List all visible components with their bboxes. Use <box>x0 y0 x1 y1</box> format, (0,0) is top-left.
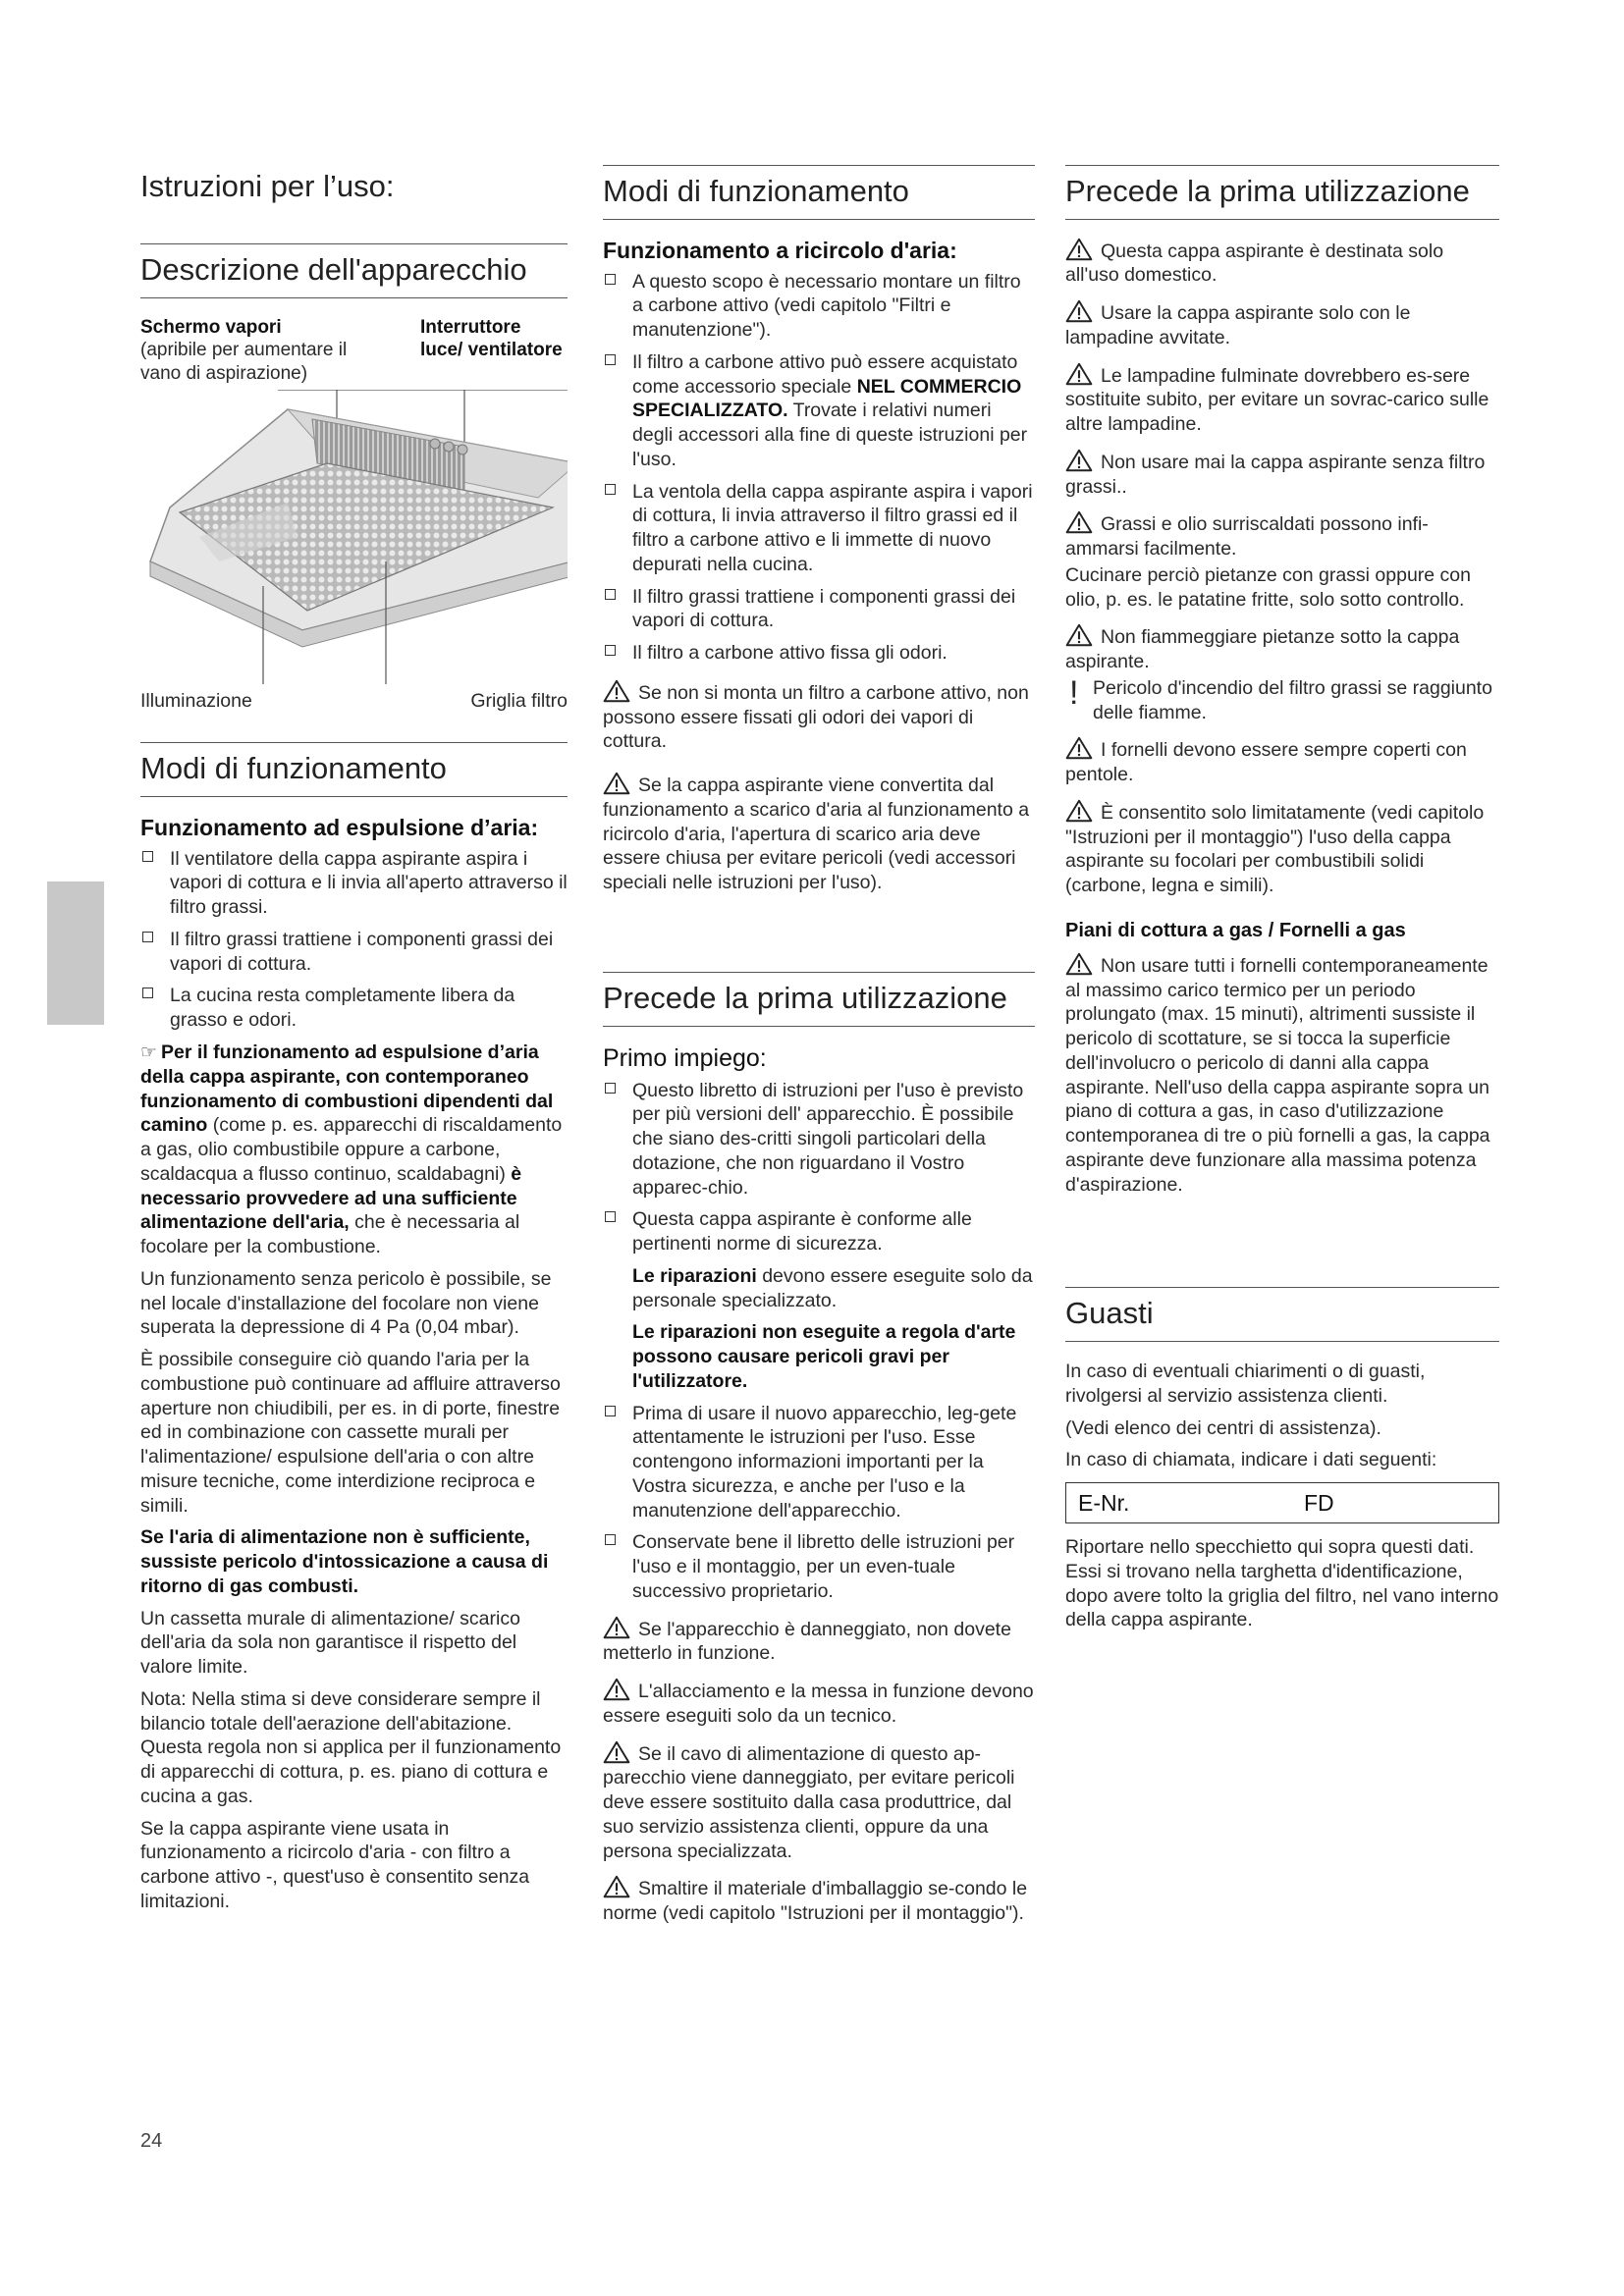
checkbox-bullet-icon <box>142 851 153 862</box>
warning-note: Non fiammeggiare pietanze sotto la cappa aspirante. <box>1065 623 1499 674</box>
list-item: Prima di usare il nuovo apparecchio, leg-gete attentamente le istruzioni per l'uso. Esse contengono informazioni importanti per la Vostra sicurezza, e anche per l'uso e la manutenzione dell'apparecchio. <box>603 1402 1035 1523</box>
checkbox-bullet-icon <box>605 1406 616 1416</box>
warning-note: L'allacciamento e la messa in funzione devono essere eseguiti solo da un tecnico. <box>603 1678 1035 1729</box>
range-hood-drawing <box>140 390 568 684</box>
checkbox-bullet-icon <box>605 1083 616 1094</box>
warning-icon <box>603 1875 630 1898</box>
warning-icon <box>603 1678 630 1701</box>
list-item: Il filtro grassi trattiene i componenti grassi dei vapori di cottura. <box>140 928 568 977</box>
list-item: Il filtro a carbone attivo può essere acquistato come accessorio speciale NEL COMMERCIO SPECIALIZZATO. Trovate i relativi numeri degli accessori alla fine di queste istruzioni per l'uso. <box>603 350 1035 472</box>
checkbox-bullet-icon <box>605 484 616 495</box>
subheading-recirculation: Funzionamento a ricircolo d'aria: <box>603 237 957 263</box>
checkbox-bullet-icon <box>605 1534 616 1545</box>
checkbox-bullet-icon <box>142 988 153 998</box>
label-light-switch: Interruttore luce/ ventilatore <box>420 316 563 361</box>
exclamation-icon: ! <box>1069 673 1079 712</box>
paragraph: Un funzionamento senza pericolo è possibile, se nel locale d'installazione del focolare non viene superata la depressione di 4 Pa (0,04 mbar). <box>140 1267 552 1339</box>
list-item: A questo scopo è necessario montare un filtro a carbone attivo (vedi capitolo "Filtri e manutenzione"). <box>603 270 1035 343</box>
fd-label: FD <box>1304 1489 1334 1516</box>
list-item: Conservate bene il libretto delle istruzioni per l'uso e il montaggio, per un even-tuale successivo proprietario. <box>603 1530 1035 1603</box>
pointer-note: ☞ Per il funzionamento ad espulsione d’aria della cappa aspirante, con contemporaneo funzionamento di combustioni dipendenti dal camino (come p. es. apparecchi di riscaldamento a gas, olio combustibile oppure a carbone, scaldacqua a flusso continuo, scaldabagni) è necessario provvedere ad una sufficiente alimentazione dell'aria, che è necessaria al focolare per la combustione. <box>140 1041 563 1258</box>
section-title-faults: Guasti <box>1065 1287 1499 1342</box>
column-left <box>140 165 568 1922</box>
checkbox-bullet-icon <box>605 645 616 656</box>
list-item: La cucina resta completamente libera da grasso e odori. <box>140 984 568 1033</box>
side-tab-marker <box>47 881 104 1025</box>
warning-icon <box>1065 449 1093 472</box>
warning-note: Grassi e olio surriscaldati possono infi-ammarsi facilmente. <box>1065 510 1499 561</box>
list-item: Il filtro grassi trattiene i componenti grassi dei vapori di cottura. <box>603 585 1035 634</box>
subheading-first-use: Primo impiego: <box>603 1043 767 1072</box>
warning-note: Se non si monta un filtro a carbone attivo, non possono essere fissati gli odori dei vapori di cottura. <box>603 679 1035 754</box>
paragraph: Cucinare perciò pietanze con grassi oppure con olio, p. es. le patatine fritte, solo sotto controllo. <box>1065 563 1471 611</box>
warning-icon <box>1065 362 1093 386</box>
section-title-before-first-use: Precede la prima utilizzazione <box>603 972 1035 1027</box>
paragraph: Riportare nello specchietto qui sopra questi dati. Essi si trovano nella targhetta d'identificazione, dopo avere tolto la griglia del filtro, nel vano interno della cappa aspirante. <box>1065 1536 1499 1631</box>
repair-note: Le riparazioni devono essere eseguite solo da personale specializzato. <box>632 1264 1033 1311</box>
label-lighting: Illuminazione <box>140 689 252 712</box>
list-item: Questa cappa aspirante è conforme alle pertinenti norme di sicurezza. <box>603 1207 1035 1256</box>
warning-note: È consentito solo limitatamente (vedi capitolo "Istruzioni per il montaggio") l'uso della cappa aspirante su focolari per combustibili solidi (carbone, legna e simili). <box>1065 799 1499 898</box>
list-item: Il filtro a carbone attivo fissa gli odori. <box>603 641 1035 666</box>
warning-icon <box>1065 952 1093 976</box>
warning-icon <box>1065 623 1093 647</box>
paragraph: In caso di eventuali chiarimenti o di guasti, rivolgersi al servizio assistenza clienti. <box>1065 1361 1426 1407</box>
document-title: Istruzioni per l’uso: <box>140 169 395 203</box>
checkbox-bullet-icon <box>605 1211 616 1222</box>
checkbox-bullet-icon <box>605 354 616 365</box>
first-use-list <box>603 1079 1035 1256</box>
section-title-before-first-use-2: Precede la prima utilizzazione <box>1065 165 1499 220</box>
subheading-exhaust-mode: Funzionamento ad espulsione d’aria: <box>140 814 539 840</box>
warning-icon <box>1065 799 1093 823</box>
paragraph: Nota: Nella stima si deve considerare sempre il bilancio totale dell'aerazione dell'abitazione. Questa regola non si applica per il funzionamento di apparecchi di cottura, p. es. piano di cottura e cucina a gas. <box>140 1687 562 1807</box>
warning-note: Smaltire il materiale d'imballaggio se-condo le norme (vedi capitolo "Istruzioni per il montaggio"). <box>603 1875 1035 1926</box>
checkbox-bullet-icon <box>142 932 153 942</box>
section-title-description: Descrizione dell'apparecchio <box>140 243 568 298</box>
warning-note: Non usare mai la cappa aspirante senza filtro grassi.. <box>1065 449 1499 500</box>
warning-icon <box>603 1740 630 1764</box>
paragraph: In caso di chiamata, indicare i dati seguenti: <box>1065 1449 1437 1471</box>
column-right <box>1065 165 1499 1640</box>
warning-note: I fornelli devono essere sempre coperti con pentole. <box>1065 736 1499 787</box>
fire-hazard-note: ! Pericolo d'incendio del filtro grassi se raggiunto delle fiamme. <box>1069 673 1492 723</box>
pointing-hand-icon: ☞ <box>140 1041 158 1063</box>
warning-note: Se il cavo di alimentazione di questo ap-parecchio viene danneggiato, per evitare pericoli deve essere sostituito dalla casa produttrice, dal suo servizio assistenza clienti, oppure da una persona specializzata. <box>603 1740 1035 1864</box>
checkbox-bullet-icon <box>605 589 616 600</box>
subheading-gas-hobs: Piani di cottura a gas / Fornelli a gas <box>1065 919 1406 941</box>
label-vapor-screen: Schermo vapori (apribile per aumentare il vano di aspirazione) <box>140 316 348 385</box>
paragraph: Un cassetta murale di alimentazione/ scarico dell'aria da sola non garantisce il rispetto del valore limite. <box>140 1607 520 1679</box>
section-title-modes-2: Modi di funzionamento <box>603 165 1035 220</box>
page-number: 24 <box>140 2130 163 2152</box>
warning-note: Questa cappa aspirante è destinata solo all'uso domestico. <box>1065 238 1499 289</box>
recirculation-list <box>603 270 1035 666</box>
warning-icon <box>1065 510 1093 534</box>
warning-icon <box>603 772 630 795</box>
warning-note: Se l'apparecchio è danneggiato, non dovete metterlo in funzione. <box>603 1616 1035 1667</box>
warning-icon <box>1065 238 1093 261</box>
paragraph: (Vedi elenco dei centri di assistenza). <box>1065 1416 1381 1439</box>
figure-top-labels <box>140 316 568 386</box>
warning-paragraph: Se l'aria di alimentazione non è sufficiente, sussiste pericolo d'intossicazione a causa di ritorno di gas combusti. <box>140 1526 549 1597</box>
list-item: La ventola della cappa aspirante aspira i vapori di cottura, li invia attraverso il filtro grassi ed il filtro a carbone attivo e li immette di nuovo depurati nella cucina. <box>603 480 1035 577</box>
list-item: Questo libretto di istruzioni per l'uso è previsto per più versioni dell' apparecchio. È possibile che siano des-critti singoli particolari della dotazione, che non riguardano il Vostro apparec-chio. <box>603 1079 1035 1201</box>
warning-icon <box>1065 299 1093 323</box>
paragraph: È possibile conseguire ciò quando l'aria per la combustione può continuare ad affluire attraverso aperture non chiudibili, per es. in di porte, finestre ed in combinazione con cassette murali per l'alimentazione/ espulsione dell'aria o con altre misure tecniche, come interdizione reciproca e simili. <box>140 1349 561 1517</box>
paragraph: Se la cappa aspirante viene usata in funzionamento a ricircolo d'aria - con filtro a carbone attivo -, quest'uso è consentito senza limitazioni. <box>140 1817 530 1912</box>
list-item: Il ventilatore della cappa aspirante aspira i vapori di cottura e li invia all'aperto attraverso il filtro grassi. <box>140 847 568 920</box>
enr-label: E-Nr. <box>1078 1489 1130 1516</box>
exhaust-list <box>140 847 568 1033</box>
column-middle <box>603 165 1035 1934</box>
warning-icon <box>603 1616 630 1639</box>
enr-fd-field-box <box>1065 1482 1499 1523</box>
warning-note: Usare la cappa aspirante solo con le lampadine avvitate. <box>1065 299 1499 350</box>
hood-illustration <box>140 390 568 684</box>
figure-bottom-labels <box>140 690 568 713</box>
section-title-modes: Modi di funzionamento <box>140 742 568 797</box>
label-filter-grid: Griglia filtro <box>470 689 568 712</box>
warning-icon <box>603 679 630 703</box>
warning-note: Le lampadine fulminate dovrebbero es-sere sostituite subito, per evitare un sovrac-carico sulle altre lampadine. <box>1065 362 1499 437</box>
repair-warning: Le riparazioni non eseguite a regola d'arte possono causare pericoli gravi per l'utilizzatore. <box>632 1321 1016 1392</box>
warning-icon <box>1065 736 1093 760</box>
warning-note: Se la cappa aspirante viene convertita dal funzionamento a scarico d'aria al funzionamento a ricircolo d'aria, l'apertura di scarico aria deve essere chiusa per evitare pericoli (vedi accessori speciali nelle istruzioni per l'uso). <box>603 772 1035 895</box>
warning-note: Non usare tutti i fornelli contemporaneamente al massimo carico termico per un periodo prolungato (max. 15 minuti), altrimenti sussiste il pericolo di scottature, se si tocca la superficie dell'involucro o pericolo di danni alla cappa aspirante. Nell'uso della cappa aspirante sopra un piano di cottura a gas, in caso d'utilizzazione contemporanea di tre o più fornelli a gas, la cappa aspirante deve funzionare alla massima potenza d'aspirazione. <box>1065 952 1499 1198</box>
checkbox-bullet-icon <box>605 274 616 285</box>
first-use-list-2 <box>603 1402 1035 1604</box>
